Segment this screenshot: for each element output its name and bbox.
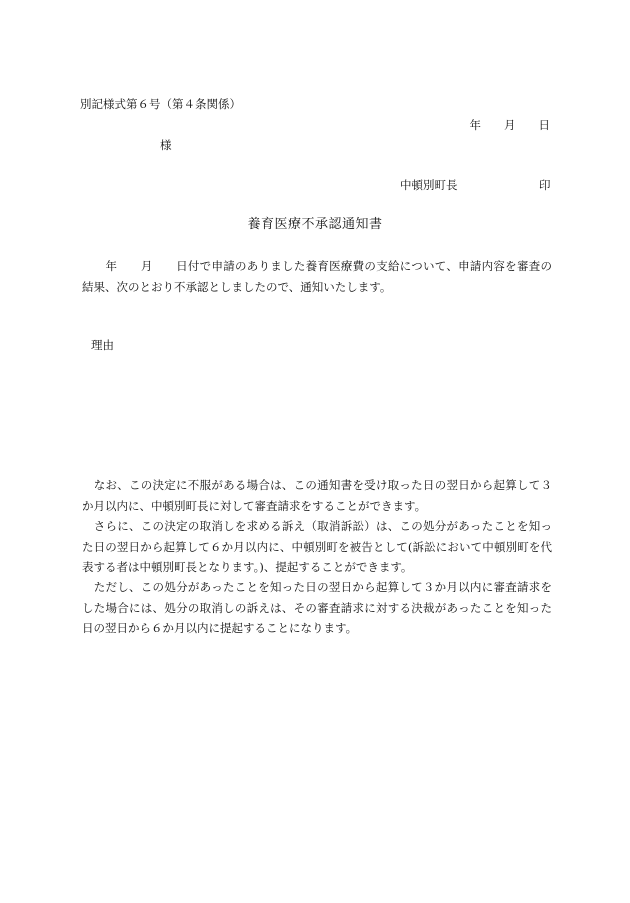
addressee-suffix: 様 (160, 138, 172, 152)
seal-mark: 印 (539, 178, 551, 192)
document-title: 養育医療不承認通知書 (247, 217, 383, 232)
notice-paragraph-3: ただし、この処分があったことを知った日の翌日から起算して３か月以内に審査請求をした場合には、処分の取消しの訴えは、その審査請求に対する決裁があったことを知った日の翌日から６か月以内に提起することになります。 (82, 580, 552, 635)
intro-paragraph: 年 月 日付で申請のありました養育医療費の支給について、申請内容を審査の結果、次のとおり不承認としましたので、通知いたします。 (82, 259, 552, 294)
reason-label: 理由 (91, 338, 114, 352)
date-line: 年 月 日 (469, 118, 550, 132)
notice-paragraph-2: さらに、この決定の取消しを求める訴え（取消訴訟）は、この処分があったことを知った日の翌日から起算して６か月以内に、中頓別町を被告として(訴訟において中頓別町を代表する者は中頓別町長となります。)、提起することができます。 (82, 519, 552, 574)
notice-paragraph-1: なお、この決定に不服がある場合は、この通知書を受け取った日の翌日から起算して３か月以内に、中頓別町長に対して審査請求をすることができます。 (82, 478, 552, 513)
form-label: 別記様式第６号（第４条関係） (80, 97, 241, 111)
issuer-name: 中頓別町長 (400, 178, 458, 192)
